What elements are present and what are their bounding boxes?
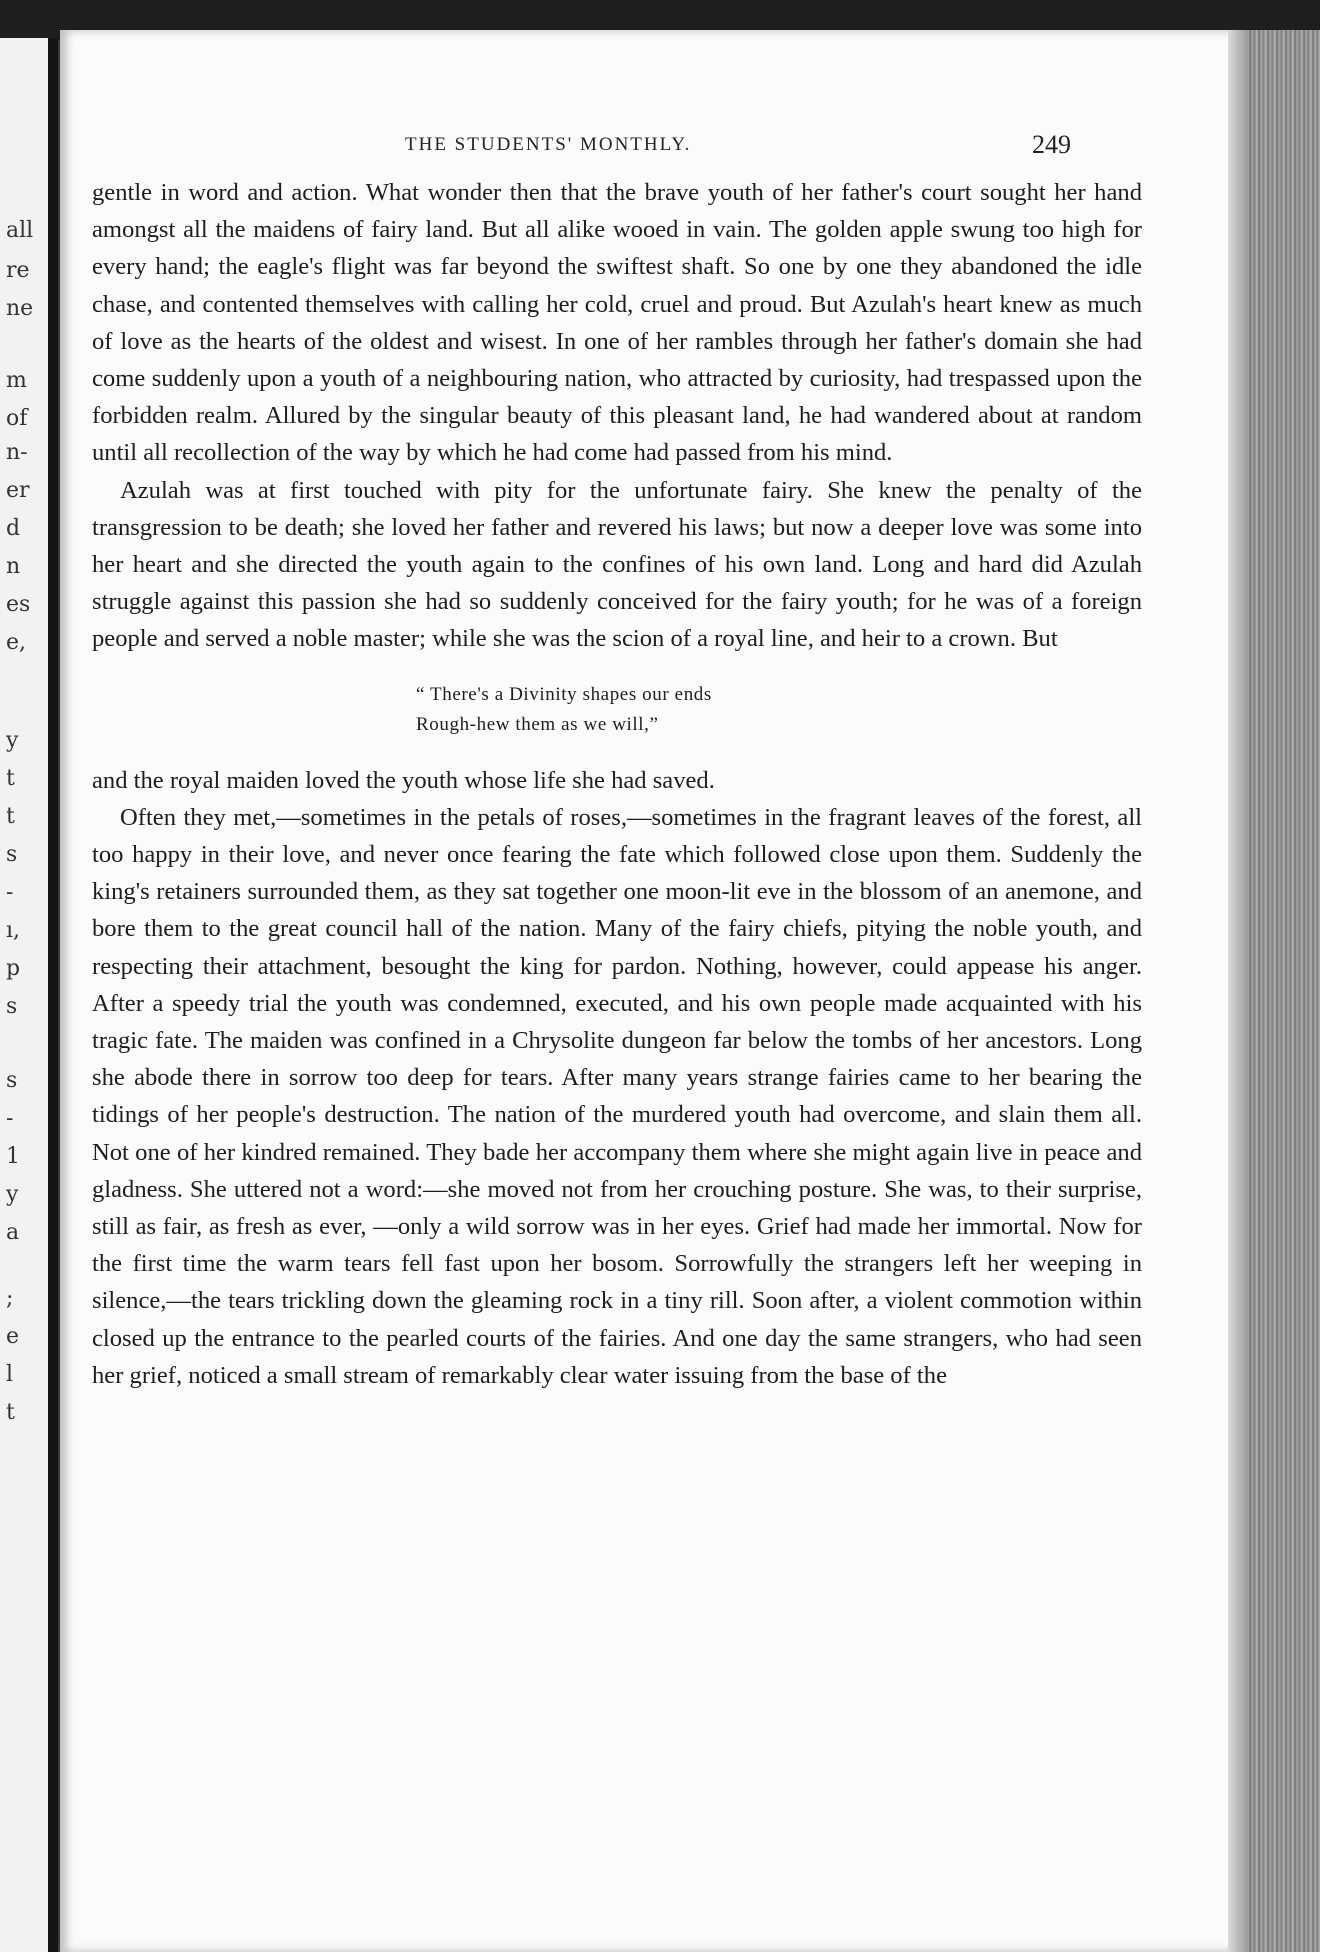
paragraph-1: gentle in word and action. What wonder then that the brave youth of her father's court sought her hand amongst all the maidens of fairy land. But all alike wooed in vain. The golden apple swung too high for every hand; the eagle's flight was far beyond the swiftest shaft. So one by one they abandoned the idle chase, and contented themselves with calling her cold, cruel and proud. But Azulah's heart knew as much of love as the hearts of the oldest and wisest. In one of her rambles through her father's domain she had come suddenly upon a youth of a neighbouring nation, who attracted by curiosity, had trespassed upon the forbidden realm. Allured by the singular beauty of this pleasant land, he had wandered about at random until all recollection of the way by which he had come had passed from his mind. (92, 179, 1142, 467)
facing-page-text-fragment: l (6, 1362, 14, 1387)
facing-page-text-fragment: re (6, 258, 30, 283)
page-number: 249 (1032, 130, 1071, 159)
facing-page-text-fragment: 1 (6, 1144, 20, 1169)
facing-page-text-fragment: d (6, 516, 21, 541)
facing-page-text-fragment: y (6, 728, 19, 753)
facing-page-text-fragment: a (6, 1220, 20, 1245)
facing-page-text-fragment: y (6, 1182, 19, 1207)
facing-page-text-fragment: all (6, 218, 34, 243)
facing-page-text-fragment: of (6, 406, 28, 431)
running-head: THE STUDENTS' MONTHLY. (405, 134, 692, 155)
paragraph-4: Often they met,—sometimes in the petals of roses,—sometimes in the fragrant leaves of the forest, all too happy in their love, and never once fearing the fate which followed close upon them. Suddenly the king's retainers surrounded them, as they sat together one moon-lit eve in the blossom of an anemone, and bore them to the great council hall of the nation. Many of the fairy chiefs, pitying the noble youth, and respecting their attachment, besought the king for pardon. Nothing, however, could appease his anger. After a speedy trial the youth was condemned, executed, and his own people made acquainted with his tragic fate. The maiden was confined in a Chrysolite dungeon far below the tombs of her ancestors. Long she abode there in sorrow too deep for tears. After many years strange fairies came to her bearing the tidings of her people's destruction. The nation of the murdered youth had overcome, and slain them all. Not one of her kindred remained. They bade her accompany them where she might again live in peace and gladness. She uttered not a word:—she moved not from her crouching posture. She was, to their surprise, still as fair, as fresh as ever, —only a wild sorrow was in her eyes. Grief had made her immortal. Now for the first time the warm tears fell fast upon her bosom. Sorrowfully the strangers left her weeping in silence,—the tears trickling down the gleaming rock in a tiny rill. Soon after, a violent commotion within closed up the entrance to the pearled courts of the fairies. And one day the same strangers, who had seen her grief, noticed a small stream of remarkably clear water issuing from the base of the (92, 803, 1142, 1389)
facing-page-text-fragment: ; (6, 1286, 14, 1311)
page-body (92, 174, 1142, 1394)
facing-page-text-fragment: e, (6, 630, 27, 655)
verse-quote (92, 680, 1142, 740)
facing-page-text-fragment: p (6, 956, 21, 981)
facing-page-text-fragment: - (6, 880, 14, 905)
facing-page-text-fragment: ne (6, 296, 34, 321)
facing-page-text-fragment: s (6, 842, 18, 867)
facing-page-text-fragment: es (6, 592, 31, 617)
quote-line-2: Rough-hew them as we will,” (416, 713, 659, 735)
facing-page-text-fragment: er (6, 478, 30, 503)
facing-page-text-fragment: t (6, 1400, 15, 1425)
facing-page-text-fragment: n (6, 554, 21, 579)
paragraph-3: and the royal maiden loved the youth whose life she had saved. (92, 766, 715, 794)
facing-page-text-fragment: m (6, 368, 27, 393)
page-header (60, 130, 1235, 170)
facing-page-text-fragment: s (6, 1068, 18, 1093)
facing-page-text-fragment: - (6, 1106, 14, 1131)
facing-page-text-fragment: s (6, 994, 18, 1019)
quote-line-1: “ There's a Divinity shapes our ends (416, 683, 712, 705)
paragraph-2: Azulah was at first touched with pity for the unfortunate fairy. She knew the penalty of the transgression to be death; she loved her father and revered his laws; but now a deeper love was some into her heart and she directed the youth again to the confines of his own land. Long and hard did Azulah struggle against this passion she had so suddenly conceived for the fairy youth; for he was of a foreign people and served a noble master; while she was the scion of a royal line, and heir to a crown. But (92, 476, 1142, 653)
facing-page-edge (0, 38, 58, 1952)
book-page (60, 30, 1235, 1952)
facing-page-text-fragment: ı, (6, 918, 21, 943)
facing-page-text-fragment: t (6, 804, 15, 829)
facing-page-text-fragment: t (6, 766, 15, 791)
facing-page-text-fragment: n- (6, 440, 28, 465)
facing-page-text-fragment: e (6, 1324, 20, 1349)
book-page-edges (1228, 30, 1320, 1952)
